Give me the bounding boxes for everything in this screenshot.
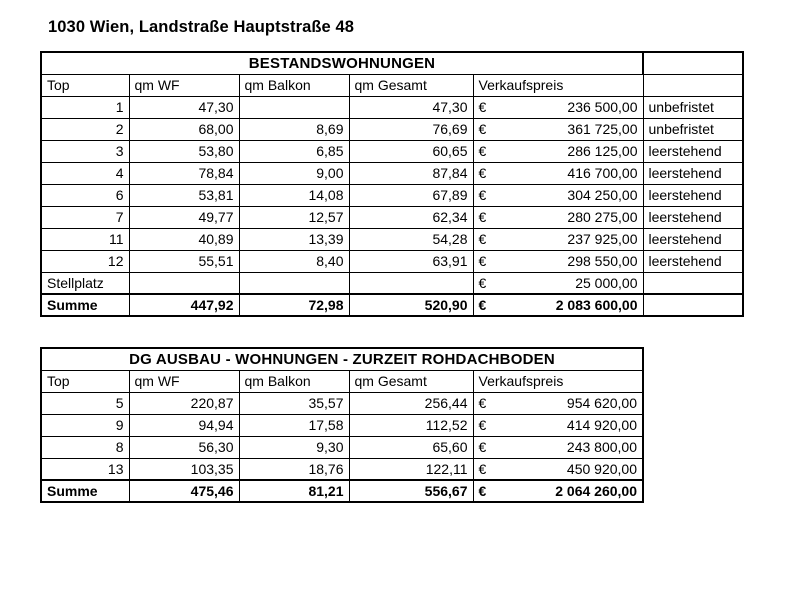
cell-currency: € (473, 250, 495, 272)
banner-tail-cell (643, 52, 743, 74)
cell-status (643, 272, 743, 294)
col-header-top: Top (41, 74, 129, 96)
table-row (41, 392, 643, 414)
cell-gesamt: 76,69 (349, 118, 473, 140)
table-row (41, 118, 743, 140)
cell-wf: 220,87 (129, 392, 239, 414)
cell-balkon: 17,58 (239, 414, 349, 436)
summary-gesamt: 556,67 (349, 480, 473, 502)
cell-status: leerstehend (643, 162, 743, 184)
cell-top: 7 (41, 206, 129, 228)
cell-gesamt: 256,44 (349, 392, 473, 414)
cell-preis: 237 925,00 (495, 228, 643, 250)
cell-wf: 103,35 (129, 458, 239, 480)
table-row (41, 206, 743, 228)
col-header-balkon: qm Balkon (239, 74, 349, 96)
cell-preis: 236 500,00 (495, 96, 643, 118)
cell-balkon: 9,30 (239, 436, 349, 458)
col-header-balkon: qm Balkon (239, 370, 349, 392)
cell-preis: 286 125,00 (495, 140, 643, 162)
col-header-wf: qm WF (129, 370, 239, 392)
cell-gesamt: 65,60 (349, 436, 473, 458)
summary-gesamt: 520,90 (349, 294, 473, 316)
cell-balkon: 12,57 (239, 206, 349, 228)
summary-preis: 2 083 600,00 (495, 294, 643, 316)
cell-balkon (239, 96, 349, 118)
cell-preis: 954 620,00 (495, 392, 643, 414)
cell-top: 9 (41, 414, 129, 436)
page-title: 1030 Wien, Landstraße Hauptstraße 48 (48, 18, 355, 36)
cell-status: leerstehend (643, 140, 743, 162)
summary-balkon: 81,21 (239, 480, 349, 502)
col-header-verkaufspreis: Verkaufspreis (473, 74, 643, 96)
table-row (41, 96, 743, 118)
cell-balkon: 35,57 (239, 392, 349, 414)
col-header-wf: qm WF (129, 74, 239, 96)
cell-currency: € (473, 392, 495, 414)
summary-row (41, 480, 643, 502)
cell-wf: 53,81 (129, 184, 239, 206)
table-banner-row (41, 348, 643, 370)
summary-wf: 475,46 (129, 480, 239, 502)
table-row (41, 458, 643, 480)
cell-currency: € (473, 140, 495, 162)
cell-top: 5 (41, 392, 129, 414)
col-header-gesamt: qm Gesamt (349, 370, 473, 392)
cell-currency: € (473, 118, 495, 140)
cell-gesamt: 87,84 (349, 162, 473, 184)
cell-gesamt: 63,91 (349, 250, 473, 272)
table-row (41, 184, 743, 206)
cell-balkon: 8,69 (239, 118, 349, 140)
cell-wf: 47,30 (129, 96, 239, 118)
cell-wf: 94,94 (129, 414, 239, 436)
cell-gesamt: 62,34 (349, 206, 473, 228)
cell-currency: € (473, 414, 495, 436)
cell-currency: € (473, 458, 495, 480)
cell-preis: 414 920,00 (495, 414, 643, 436)
table-header-row (41, 370, 643, 392)
cell-gesamt: 67,89 (349, 184, 473, 206)
cell-balkon: 9,00 (239, 162, 349, 184)
col-header-status (643, 74, 743, 96)
cell-currency: € (473, 436, 495, 458)
cell-preis: 298 550,00 (495, 250, 643, 272)
cell-gesamt: 47,30 (349, 96, 473, 118)
cell-status: unbefristet (643, 96, 743, 118)
cell-wf: 56,30 (129, 436, 239, 458)
cell-balkon: 8,40 (239, 250, 349, 272)
summary-balkon: 72,98 (239, 294, 349, 316)
cell-balkon: 13,39 (239, 228, 349, 250)
cell-preis: 243 800,00 (495, 436, 643, 458)
banner-bestandswohnungen: BESTANDSWOHNUNGEN (41, 52, 643, 74)
col-header-verkaufspreis: Verkaufspreis (473, 370, 643, 392)
cell-gesamt: 60,65 (349, 140, 473, 162)
table-row (41, 140, 743, 162)
cell-status: leerstehend (643, 184, 743, 206)
summary-label: Summe (41, 480, 129, 502)
table-row (41, 436, 643, 458)
dg-ausbau-table (40, 347, 644, 503)
cell-status: leerstehend (643, 206, 743, 228)
cell-top: 3 (41, 140, 129, 162)
cell-balkon (239, 272, 349, 294)
cell-wf: 55,51 (129, 250, 239, 272)
summary-currency: € (473, 480, 495, 502)
summary-label: Summe (41, 294, 129, 316)
table-header-row (41, 74, 743, 96)
cell-preis: 304 250,00 (495, 184, 643, 206)
cell-preis: 361 725,00 (495, 118, 643, 140)
cell-top: 6 (41, 184, 129, 206)
summary-wf: 447,92 (129, 294, 239, 316)
cell-preis: 416 700,00 (495, 162, 643, 184)
cell-status: leerstehend (643, 228, 743, 250)
cell-wf (129, 272, 239, 294)
cell-currency: € (473, 184, 495, 206)
cell-wf: 49,77 (129, 206, 239, 228)
cell-balkon: 18,76 (239, 458, 349, 480)
cell-currency: € (473, 162, 495, 184)
cell-gesamt: 112,52 (349, 414, 473, 436)
cell-wf: 78,84 (129, 162, 239, 184)
cell-status: leerstehend (643, 250, 743, 272)
cell-gesamt: 54,28 (349, 228, 473, 250)
cell-preis: 280 275,00 (495, 206, 643, 228)
summary-preis: 2 064 260,00 (495, 480, 643, 502)
summary-status (643, 294, 743, 316)
cell-preis: 450 920,00 (495, 458, 643, 480)
cell-top: 12 (41, 250, 129, 272)
bestandswohnungen-table (40, 51, 744, 317)
cell-gesamt: 122,11 (349, 458, 473, 480)
cell-top: Stellplatz (41, 272, 129, 294)
banner-dg-ausbau: DG AUSBAU - WOHNUNGEN - ZURZEIT ROHDACHBODEN (41, 348, 643, 370)
cell-balkon: 14,08 (239, 184, 349, 206)
col-header-gesamt: qm Gesamt (349, 74, 473, 96)
cell-currency: € (473, 228, 495, 250)
cell-currency: € (473, 272, 495, 294)
cell-wf: 68,00 (129, 118, 239, 140)
summary-row (41, 294, 743, 316)
cell-gesamt (349, 272, 473, 294)
cell-top: 4 (41, 162, 129, 184)
table-banner-row (41, 52, 743, 74)
cell-top: 8 (41, 436, 129, 458)
table-row (41, 414, 643, 436)
cell-preis: 25 000,00 (495, 272, 643, 294)
cell-top: 1 (41, 96, 129, 118)
col-header-top: Top (41, 370, 129, 392)
cell-top: 11 (41, 228, 129, 250)
cell-balkon: 6,85 (239, 140, 349, 162)
cell-currency: € (473, 96, 495, 118)
table-row (41, 228, 743, 250)
cell-currency: € (473, 206, 495, 228)
table-row (41, 272, 743, 294)
table-row (41, 162, 743, 184)
cell-top: 2 (41, 118, 129, 140)
cell-wf: 40,89 (129, 228, 239, 250)
cell-wf: 53,80 (129, 140, 239, 162)
cell-top: 13 (41, 458, 129, 480)
table-spacer (40, 317, 800, 347)
table-row (41, 250, 743, 272)
cell-status: unbefristet (643, 118, 743, 140)
summary-currency: € (473, 294, 495, 316)
